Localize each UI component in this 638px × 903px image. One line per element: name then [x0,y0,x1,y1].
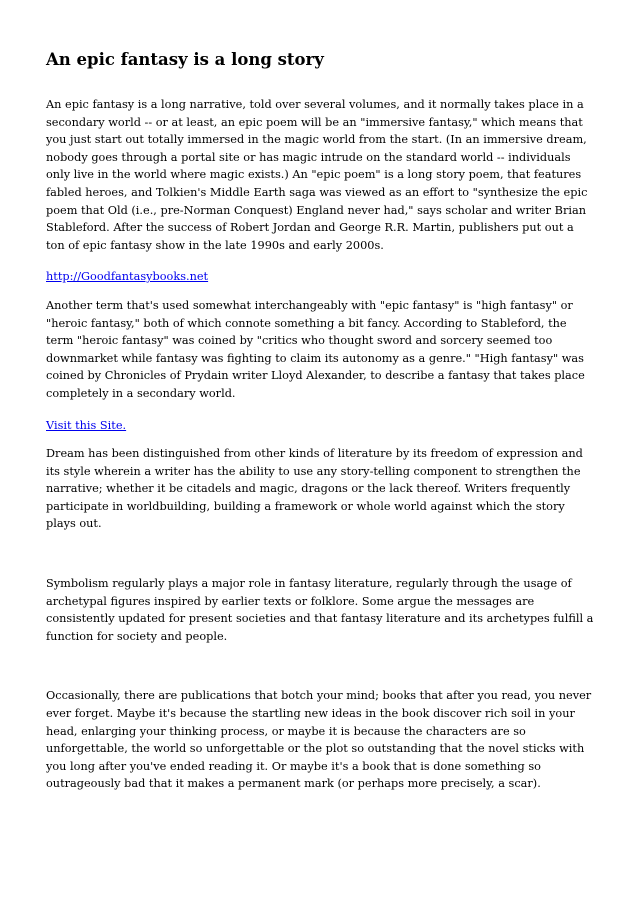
paragraph-high-fantasy: Another term that's used somewhat interchangeably with "epic fantasy" is "high fantasy" or "heroic fantasy," both of which connote something a bit fancy. According to Stableford, the term "heroic fantasy" was coined by "critics who thought sword and sorcery seemed too downmarket while fantasy was fighting to claim its autonomy as a genre." "High fantasy" was coined by Chronicles of Prydain writer Lloyd Alexander, to describe a fantasy that takes place completely in a secondary world. [46,298,585,400]
spacer [46,533,594,575]
paragraph-dream-literature: Dream has been distinguished from other kinds of literature by its freedom of expression and its style wherein a writer has the ability to use any story-telling component to strengthen the narrative; whether it be citadels and magic, dragons or the lack thereof. Writers frequently participate in worldbuilding, building a framework or whole world against which the story plays out. [46,447,583,531]
goodfantasybooks-link[interactable]: http://Goodfantasybooks.net [46,270,209,284]
spacer [46,434,594,445]
document-title: An epic fantasy is a long story [46,50,324,69]
paragraph-symbolism: Symbolism regularly plays a major role in fantasy literature, regularly through the usage of archetypal figures inspired by earlier texts or folklore. Some argue the messages are consistently updated for present societies and that fantasy literature and its archetypes fulfill a function for society and people. [46,577,594,643]
document-page [46,48,594,793]
paragraph-epic-fantasy: An epic fantasy is a long narrative, told over several volumes, and it normally takes place in a secondary world -- or at least, an epic poem will be an "immersive fantasy," which means that you just start out totally immersed in the magic world from the start. (In an immersive dream, nobody goes through a portal site or has magic intrude on the standard world -- individuals only live in the world where magic exists.) An "epic poem" is a long story poem, that features fabled heroes, and Tolkien's Middle Earth saga was viewed as an effort to "synthesize the epic poem that Old (i.e., pre-Norman Conquest) England never had," says scholar and writer Brian Stableford. After the success of Robert Jordan and George R.R. Martin, publishers put out a ton of epic fantasy show in the late 1990s and early 2000s. [46,98,588,252]
spacer [46,254,594,265]
spacer [46,403,594,414]
visit-site-link[interactable]: Visit this Site. [46,418,127,432]
paragraph-publications: Occasionally, there are publications that botch your mind; books that after you read, you never ever forget. Maybe it's because the startling new ideas in the book discover rich soil in your head, enlarging your thinking process, or maybe it is because the characters are so unforgettable, the world so unforgettable or the plot so outstanding that the novel sticks with you long after you've ended reading it. Or maybe it's a book that is done something so outrageously bad that it makes a permanent mark (or perhaps more precisely, a scar). [46,689,592,791]
spacer [46,645,594,687]
spacer [46,286,594,297]
